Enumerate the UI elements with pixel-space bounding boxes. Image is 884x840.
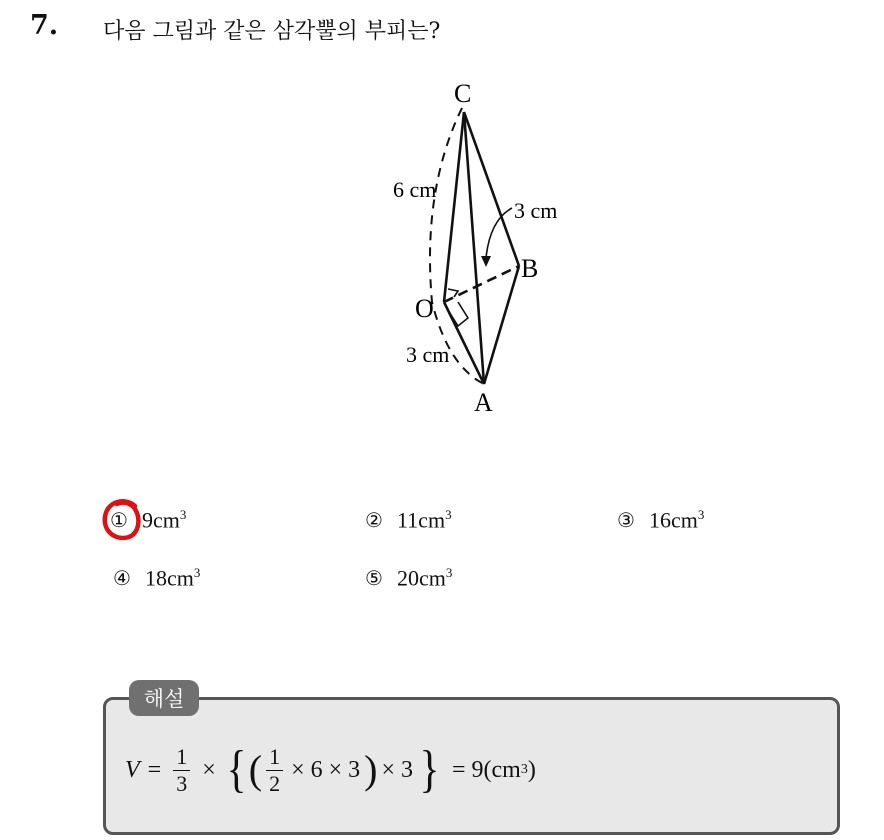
- formula-times: ×: [202, 756, 216, 783]
- choice-3-value: 16cm: [649, 507, 698, 533]
- choice-4[interactable]: [113, 565, 200, 591]
- edge-ba: [484, 266, 519, 384]
- formula-result-exp: 3: [520, 762, 528, 777]
- triangular-pyramid-figure: [380, 70, 600, 430]
- choice-4-mark: ④: [113, 566, 131, 591]
- choice-5[interactable]: [365, 565, 452, 591]
- edge-ca: [464, 112, 484, 384]
- formula-result: = 9(cm: [451, 756, 521, 783]
- length-label-oc: 6 cm: [393, 177, 437, 202]
- fraction-one-half-den: 2: [269, 770, 281, 796]
- question-number: 7.: [30, 10, 59, 41]
- choice-5-mark: ⑤: [365, 566, 383, 591]
- choice-3-exp: 3: [697, 507, 705, 522]
- formula-brace-open: {: [226, 741, 247, 798]
- fraction-one-third-den: 3: [176, 770, 188, 796]
- choice-1-exp: 3: [179, 507, 187, 522]
- fraction-one-third-num: 1: [173, 744, 190, 771]
- choice-4-exp: 3: [193, 565, 201, 580]
- fraction-one-half: [266, 744, 283, 797]
- edge-co: [444, 112, 464, 302]
- question-text: 다음 그림과 같은 삼각뿔의 부피는?: [103, 19, 441, 44]
- choice-1-value: 9cm: [142, 507, 180, 533]
- formula-paren-close: ): [364, 747, 378, 792]
- choice-4-value: 18cm: [145, 565, 194, 591]
- vertex-label-o: O: [415, 294, 434, 323]
- length-label-ob: 3 cm: [514, 198, 558, 223]
- vertex-label-a: A: [474, 388, 493, 417]
- formula-paren-open: (: [248, 747, 263, 792]
- right-angle-mark-oa: [448, 302, 468, 326]
- right-angle-mark-ob: [448, 289, 458, 297]
- choice-1-mark: ①: [110, 508, 128, 533]
- choice-3[interactable]: [617, 507, 704, 533]
- formula-brace-close: }: [419, 741, 440, 798]
- selected-answer-circle: [101, 497, 145, 543]
- solution-tag: 해설: [129, 680, 199, 716]
- formula-equals: =: [147, 756, 162, 783]
- choice-5-exp: 3: [445, 565, 453, 580]
- fraction-one-half-num: 1: [266, 744, 283, 771]
- length-label-oa: 3 cm: [406, 342, 450, 367]
- choice-2-exp: 3: [445, 507, 452, 522]
- vertex-label-b: B: [521, 254, 539, 283]
- choice-5-value: 20cm: [397, 565, 446, 591]
- vertex-label-c: C: [454, 79, 472, 108]
- edge-cb: [464, 112, 519, 266]
- formula-lhs: V: [125, 756, 140, 783]
- choice-2-value: 11cm: [397, 507, 446, 533]
- edge-ob: [444, 266, 519, 302]
- fraction-one-third: [173, 744, 190, 797]
- formula-tail-terms: × 3: [381, 756, 414, 783]
- formula-result-close: ): [527, 756, 536, 783]
- solution-formula: [125, 735, 536, 805]
- formula-mid-terms: × 6 × 3: [291, 756, 361, 783]
- choice-2[interactable]: [365, 507, 452, 533]
- choice-3-mark: ③: [617, 508, 635, 533]
- choice-2-mark: ②: [365, 508, 383, 533]
- pointer-arrowhead: [481, 256, 491, 267]
